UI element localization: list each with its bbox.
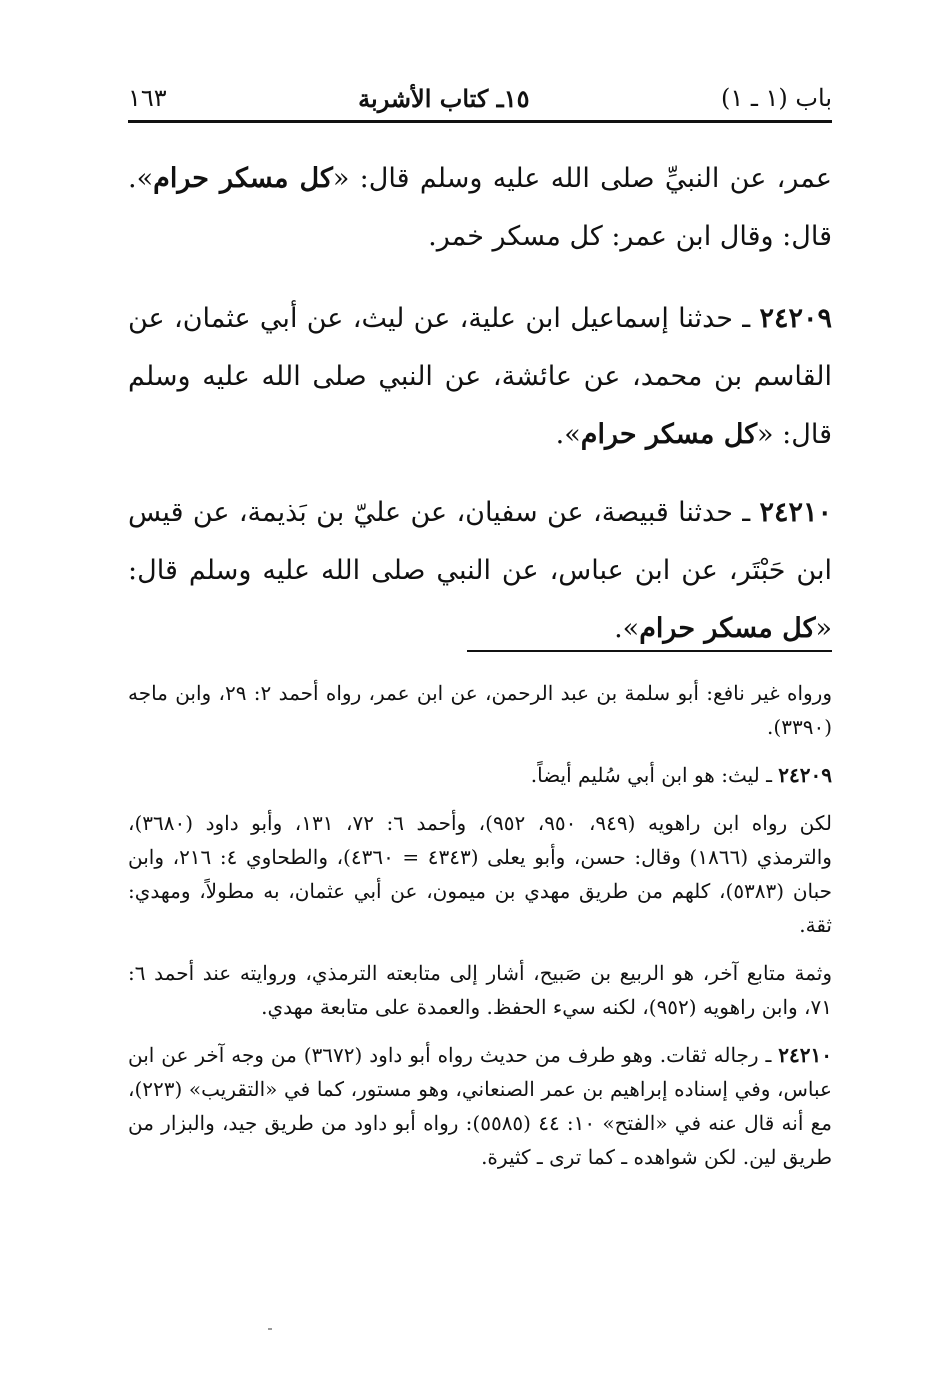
footnote-24209 [128, 758, 832, 792]
chapter-ref: باب (١ ـ ١) [720, 84, 832, 112]
page-header [128, 76, 832, 123]
hadith-24210 [128, 484, 832, 658]
hadith-24209 [128, 290, 832, 464]
hadith-matn: كل مسكر حرام [639, 613, 816, 644]
hadith-continuation [128, 150, 832, 266]
print-speck [268, 1328, 272, 1330]
main-text [128, 150, 832, 678]
hadith-text: ـ حدثنا قبيصة، عن سفيان، عن عليّ بن بَذيمة، عن قيس ابن حَبْتَر، عن ابن عباس، عن النبي صلى الله عليه وسلم قال: « [128, 497, 832, 644]
footnotes [128, 676, 832, 1188]
hadith-matn: كل مسكر حرام [580, 419, 758, 450]
hadith-text: ». [614, 613, 640, 644]
hadith-text: عمر، عن النبيِّ صلى الله عليه وسلم قال: « [332, 163, 832, 194]
footnote-text: ـ ليث: هو ابن أبي سُليم أيضاً. [530, 763, 779, 787]
footnote-24210 [128, 1038, 832, 1174]
hadith-number: ٢٤٢١٠ [759, 497, 832, 528]
book-title: ١٥ـ كتاب الأشربة [358, 83, 530, 113]
footnote: ورواه غير نافع: أبو سلمة بن عبد الرحمن، عن ابن عمر، رواه أحمد ٢: ٢٩، وابن ماجه (٣٣٩٠). [128, 681, 832, 739]
footnote-number: ٢٤٢١٠ [778, 1043, 832, 1067]
hadith-matn: كل مسكر حرام [153, 163, 333, 194]
hadith-number: ٢٤٢٠٩ [759, 303, 832, 334]
hadith-text: ». [555, 419, 581, 450]
hadith-text: ». قال: وقال ابن عمر: كل مسكر خمر. [128, 163, 832, 252]
hadith-text: ـ حدثنا إسماعيل ابن علية، عن ليث، عن أبي عثمان، عن القاسم بن محمد، عن عائشة، عن النبي صلى الله عليه وسلم قال: « [128, 303, 832, 450]
footnote-separator [467, 650, 832, 652]
footnote: لكن رواه ابن راهويه (٩٤٩، ٩٥٠، ٩٥٢)، وأحمد ٦: ٧٢، ١٣١، وأبو داود (٣٦٨٠)، والترمذي (١٨٦٦) وقال: حسن، وأبو يعلى (٤٣٤٣ = ٤٣٦٠)، والطحاوي ٤: ٢١٦، وابن حبان (٥٣٨٣)، كلهم من طريق مهدي بن ميمون، عن أبي عثمان، به مطولاً، ومهدي: ثقة. [128, 811, 833, 937]
footnote-number: ٢٤٢٠٩ [778, 763, 832, 787]
footnote: وثمة متابع آخر، هو الربيع بن صَبيح، أشار إلى متابعته الترمذي، وروايته عند أحمد ٦: ٧١، وابن راهويه (٩٥٢)، لكنه سيء الحفظ. والعمدة على متابعة مهدي. [128, 961, 832, 1019]
page-number: ١٦٣ [128, 84, 167, 112]
footnote-text: ـ رجاله ثقات. وهو طرف من حديث رواه أبو داود (٣٦٧٢) من وجه آخر عن ابن عباس، وفي إسناده إبراهيم بن عمر الصنعاني، وهو مستور، كما في «التقريب» (٢٢٣)، مع أنه قال عنه في «الفتح» ١٠: ٤٤ (٥٥٨٥): رواه أبو داود من طريق جيد، والبزار من طريق لين. لكن شواهده ـ كما ترى ـ كثيرة. [128, 1043, 832, 1169]
